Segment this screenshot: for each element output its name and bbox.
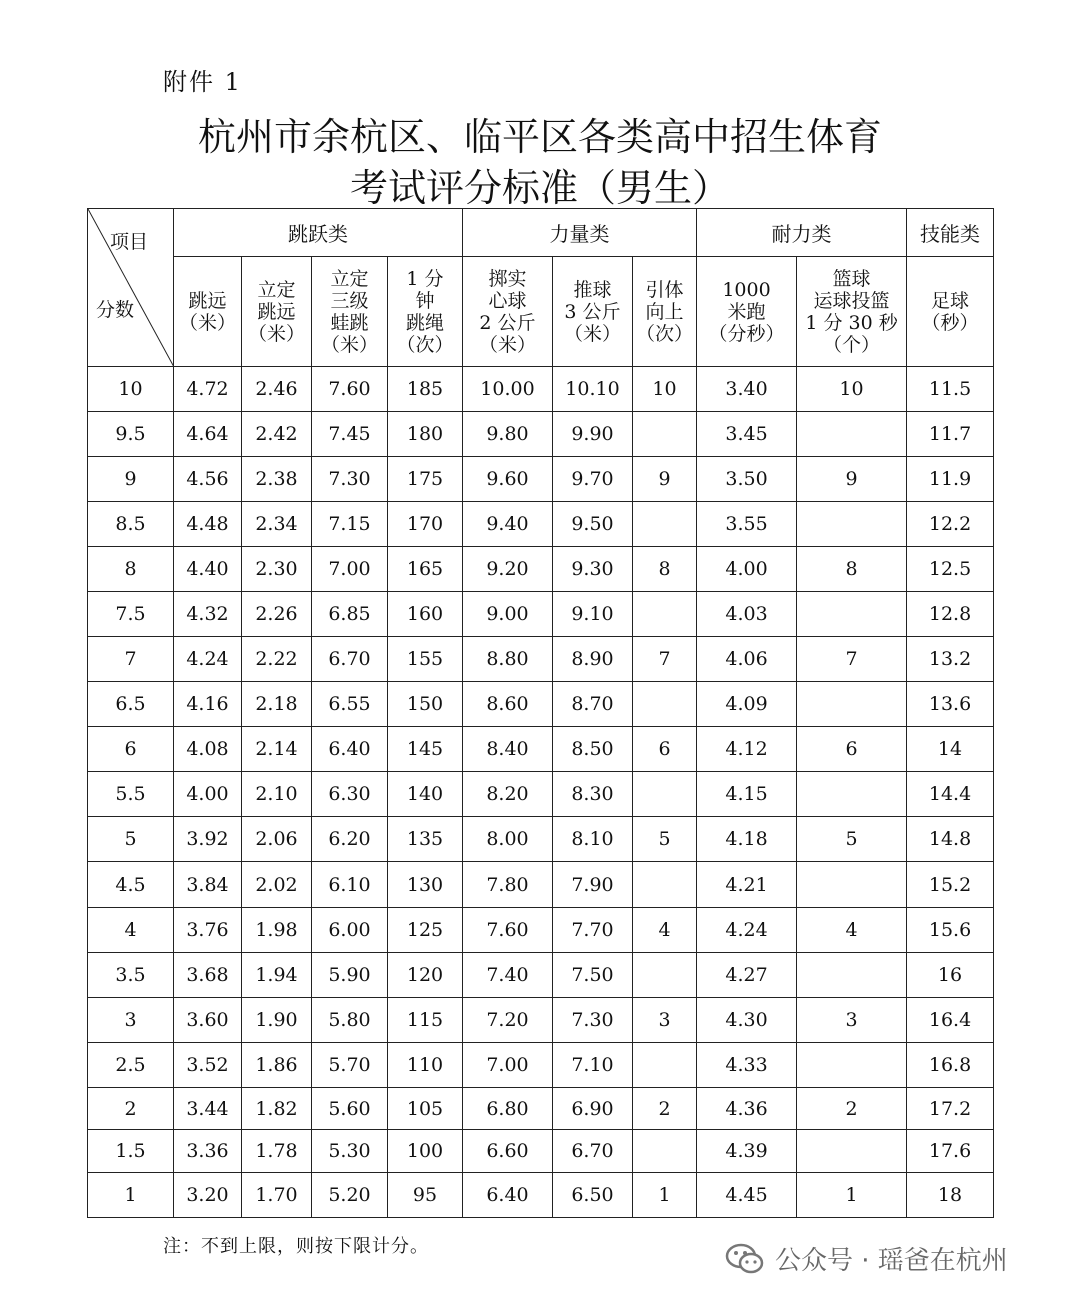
value-cell: 2.14 xyxy=(242,727,312,772)
value-cell: 3.60 xyxy=(174,998,242,1043)
score-cell: 9.5 xyxy=(88,412,174,457)
score-cell: 6 xyxy=(88,727,174,772)
column-header-line: （米） xyxy=(247,322,305,345)
value-cell: 3.55 xyxy=(697,502,797,547)
value-cell: 4.36 xyxy=(697,1088,797,1130)
value-cell: 5.80 xyxy=(312,998,388,1043)
value-cell: 14 xyxy=(907,727,994,772)
value-cell xyxy=(633,772,697,817)
value-cell: 150 xyxy=(388,682,463,727)
value-cell xyxy=(797,592,907,637)
score-cell: 1.5 xyxy=(88,1130,174,1173)
value-cell: 8.20 xyxy=(463,772,553,817)
score-cell: 2 xyxy=(88,1088,174,1130)
value-cell: 110 xyxy=(388,1043,463,1088)
value-cell: 7.60 xyxy=(463,908,553,953)
value-cell: 5 xyxy=(797,817,907,862)
value-cell: 6.20 xyxy=(312,817,388,862)
value-cell: 6.90 xyxy=(553,1088,633,1130)
value-cell: 14.4 xyxy=(907,772,994,817)
column-header-line: 1000 xyxy=(722,278,771,301)
column-header-line: 掷实 xyxy=(488,267,527,290)
column-header-line: 运球投篮 xyxy=(813,289,890,312)
value-cell: 9.80 xyxy=(463,412,553,457)
attachment-label: 附件 1 xyxy=(163,68,242,96)
value-cell: 8.60 xyxy=(463,682,553,727)
value-cell xyxy=(797,1130,907,1173)
value-cell: 175 xyxy=(388,457,463,502)
value-cell: 7.45 xyxy=(312,412,388,457)
score-cell: 3.5 xyxy=(88,953,174,998)
value-cell: 4 xyxy=(633,908,697,953)
value-cell: 4.15 xyxy=(697,772,797,817)
value-cell: 3.84 xyxy=(174,862,242,908)
value-cell: 2.34 xyxy=(242,502,312,547)
value-cell xyxy=(797,412,907,457)
table-row xyxy=(88,637,994,682)
value-cell: 120 xyxy=(388,953,463,998)
group-header-skill: 技能类 xyxy=(907,209,994,257)
score-cell: 2.5 xyxy=(88,1043,174,1088)
value-cell: 7.60 xyxy=(312,367,388,412)
value-cell: 6.10 xyxy=(312,862,388,908)
score-cell: 1 xyxy=(88,1173,174,1218)
value-cell: 1.70 xyxy=(242,1173,312,1218)
table-row xyxy=(88,547,994,592)
value-cell: 105 xyxy=(388,1088,463,1130)
value-cell: 170 xyxy=(388,502,463,547)
group-header-strength: 力量类 xyxy=(463,209,697,257)
score-cell: 3 xyxy=(88,998,174,1043)
value-cell: 6.70 xyxy=(312,637,388,682)
value-cell: 4.45 xyxy=(697,1173,797,1218)
table-row xyxy=(88,1043,994,1088)
column-header-line: （秒） xyxy=(921,311,979,334)
page-title-line-1: 杭州市余杭区、临平区各类高中招生体育 xyxy=(197,115,882,159)
value-cell: 4.09 xyxy=(697,682,797,727)
value-cell: 7.15 xyxy=(312,502,388,547)
score-cell: 6.5 xyxy=(88,682,174,727)
column-header-line: 三级 xyxy=(330,289,369,312)
value-cell: 2.38 xyxy=(242,457,312,502)
value-cell: 7 xyxy=(797,637,907,682)
value-cell xyxy=(633,502,697,547)
group-header-endurance: 耐力类 xyxy=(697,209,907,257)
value-cell: 5 xyxy=(633,817,697,862)
column-header-line: 蛙跳 xyxy=(330,311,369,334)
value-cell: 140 xyxy=(388,772,463,817)
value-cell: 16 xyxy=(907,953,994,998)
value-cell: 9.50 xyxy=(553,502,633,547)
value-cell: 1.94 xyxy=(242,953,312,998)
value-cell: 2.26 xyxy=(242,592,312,637)
value-cell: 9.00 xyxy=(463,592,553,637)
table-row xyxy=(88,998,994,1043)
value-cell: 1.78 xyxy=(242,1130,312,1173)
value-cell xyxy=(633,862,697,908)
column-header xyxy=(907,257,994,367)
score-cell: 8 xyxy=(88,547,174,592)
value-cell: 17.6 xyxy=(907,1130,994,1173)
value-cell: 7.20 xyxy=(463,998,553,1043)
value-cell: 4.21 xyxy=(697,862,797,908)
value-cell: 3.76 xyxy=(174,908,242,953)
value-cell: 12.5 xyxy=(907,547,994,592)
value-cell: 3.45 xyxy=(697,412,797,457)
value-cell: 6 xyxy=(633,727,697,772)
table-row xyxy=(88,502,994,547)
value-cell xyxy=(797,502,907,547)
value-cell: 3.68 xyxy=(174,953,242,998)
value-cell: 2.30 xyxy=(242,547,312,592)
table-row xyxy=(88,592,994,637)
value-cell: 7.50 xyxy=(553,953,633,998)
value-cell: 15.2 xyxy=(907,862,994,908)
value-cell: 6.40 xyxy=(463,1173,553,1218)
column-header xyxy=(242,257,312,367)
value-cell xyxy=(633,412,697,457)
value-cell: 2.06 xyxy=(242,817,312,862)
column-header xyxy=(174,257,242,367)
value-cell: 10 xyxy=(633,367,697,412)
value-cell: 7.00 xyxy=(312,547,388,592)
scoring-table xyxy=(87,208,994,1218)
column-header-line: 引体 xyxy=(645,278,684,301)
column-header-line: （米） xyxy=(563,322,621,345)
value-cell: 8.70 xyxy=(553,682,633,727)
value-cell: 4.18 xyxy=(697,817,797,862)
value-cell: 6 xyxy=(797,727,907,772)
value-cell: 1 xyxy=(797,1173,907,1218)
column-header xyxy=(312,257,388,367)
column-header-line: 向上 xyxy=(645,300,684,323)
value-cell: 4.30 xyxy=(697,998,797,1043)
value-cell: 8.90 xyxy=(553,637,633,682)
table-row xyxy=(88,1130,994,1173)
column-header-line: 1 分 30 秒 xyxy=(805,311,898,334)
value-cell: 3 xyxy=(633,998,697,1043)
value-cell: 3 xyxy=(797,998,907,1043)
value-cell: 4.64 xyxy=(174,412,242,457)
score-cell: 4 xyxy=(88,908,174,953)
value-cell xyxy=(633,953,697,998)
value-cell: 6.60 xyxy=(463,1130,553,1173)
value-cell: 155 xyxy=(388,637,463,682)
score-cell: 8.5 xyxy=(88,502,174,547)
column-header-line: （米） xyxy=(178,311,236,334)
value-cell: 1.82 xyxy=(242,1088,312,1130)
value-cell: 8.00 xyxy=(463,817,553,862)
value-cell: 9.70 xyxy=(553,457,633,502)
value-cell xyxy=(633,682,697,727)
column-header-line: 1 分 xyxy=(406,267,444,290)
value-cell: 6.70 xyxy=(553,1130,633,1173)
table-row xyxy=(88,908,994,953)
value-cell: 9.20 xyxy=(463,547,553,592)
value-cell: 11.9 xyxy=(907,457,994,502)
value-cell: 16.8 xyxy=(907,1043,994,1088)
value-cell: 3.50 xyxy=(697,457,797,502)
value-cell: 3.92 xyxy=(174,817,242,862)
value-cell xyxy=(797,772,907,817)
value-cell: 4.24 xyxy=(697,908,797,953)
value-cell: 12.8 xyxy=(907,592,994,637)
value-cell: 9.40 xyxy=(463,502,553,547)
value-cell: 8.50 xyxy=(553,727,633,772)
table-row xyxy=(88,682,994,727)
score-cell: 7 xyxy=(88,637,174,682)
value-cell: 3.52 xyxy=(174,1043,242,1088)
value-cell: 3.44 xyxy=(174,1088,242,1130)
value-cell: 9 xyxy=(633,457,697,502)
value-cell: 4 xyxy=(797,908,907,953)
column-header-line: 立定 xyxy=(257,278,296,301)
value-cell: 4.56 xyxy=(174,457,242,502)
value-cell: 4.12 xyxy=(697,727,797,772)
score-cell: 7.5 xyxy=(88,592,174,637)
value-cell: 8.10 xyxy=(553,817,633,862)
value-cell: 2.42 xyxy=(242,412,312,457)
value-cell: 1.98 xyxy=(242,908,312,953)
value-cell: 4.32 xyxy=(174,592,242,637)
page-title-line-2: 考试评分标准（男生） xyxy=(349,166,730,210)
value-cell: 2 xyxy=(797,1088,907,1130)
corner-label-score: 分数 xyxy=(96,299,135,321)
value-cell: 10.10 xyxy=(553,367,633,412)
value-cell: 2 xyxy=(633,1088,697,1130)
value-cell: 6.30 xyxy=(312,772,388,817)
value-cell: 13.2 xyxy=(907,637,994,682)
value-cell: 130 xyxy=(388,862,463,908)
value-cell: 6.50 xyxy=(553,1173,633,1218)
column-header-line: 立定 xyxy=(330,267,369,290)
value-cell: 6.40 xyxy=(312,727,388,772)
watermark-text: 公众号 · 瑶爸在杭州 xyxy=(775,1246,1008,1276)
value-cell: 125 xyxy=(388,908,463,953)
value-cell: 13.6 xyxy=(907,682,994,727)
value-cell: 4.40 xyxy=(174,547,242,592)
value-cell: 8.30 xyxy=(553,772,633,817)
value-cell: 8 xyxy=(633,547,697,592)
value-cell: 5.20 xyxy=(312,1173,388,1218)
wechat-icon xyxy=(725,1241,765,1277)
value-cell: 10.00 xyxy=(463,367,553,412)
table-body xyxy=(88,367,994,1218)
value-cell: 135 xyxy=(388,817,463,862)
column-header xyxy=(697,257,797,367)
table-row xyxy=(88,862,994,908)
value-cell: 145 xyxy=(388,727,463,772)
value-cell: 7.30 xyxy=(312,457,388,502)
score-cell: 5.5 xyxy=(88,772,174,817)
column-header-line: 足球 xyxy=(931,289,970,312)
value-cell: 9.30 xyxy=(553,547,633,592)
value-cell: 7.90 xyxy=(553,862,633,908)
value-cell: 18 xyxy=(907,1173,994,1218)
score-cell: 9 xyxy=(88,457,174,502)
value-cell: 7.30 xyxy=(553,998,633,1043)
value-cell: 5.90 xyxy=(312,953,388,998)
corner-header xyxy=(88,209,174,367)
value-cell: 4.27 xyxy=(697,953,797,998)
value-cell: 1.86 xyxy=(242,1043,312,1088)
column-header-line: （米） xyxy=(320,333,378,356)
value-cell: 4.03 xyxy=(697,592,797,637)
column-header xyxy=(463,257,553,367)
table-row xyxy=(88,953,994,998)
value-cell: 9.60 xyxy=(463,457,553,502)
table-row xyxy=(88,772,994,817)
value-cell xyxy=(797,953,907,998)
value-cell: 9 xyxy=(797,457,907,502)
column-header-line: （米） xyxy=(478,333,536,356)
value-cell: 17.2 xyxy=(907,1088,994,1130)
value-cell: 7.10 xyxy=(553,1043,633,1088)
score-cell: 5 xyxy=(88,817,174,862)
column-header-line: （分秒） xyxy=(708,322,785,345)
value-cell: 160 xyxy=(388,592,463,637)
table-row xyxy=(88,817,994,862)
column-header xyxy=(388,257,463,367)
value-cell: 95 xyxy=(388,1173,463,1218)
value-cell: 185 xyxy=(388,367,463,412)
value-cell: 165 xyxy=(388,547,463,592)
value-cell: 5.30 xyxy=(312,1130,388,1173)
value-cell: 11.5 xyxy=(907,367,994,412)
column-header-line: 篮球 xyxy=(832,267,871,290)
table-row xyxy=(88,727,994,772)
value-cell: 2.10 xyxy=(242,772,312,817)
column-header-row xyxy=(88,257,994,367)
column-header-line: 跳绳 xyxy=(405,311,444,334)
value-cell: 8.40 xyxy=(463,727,553,772)
value-cell xyxy=(797,1043,907,1088)
value-cell: 12.2 xyxy=(907,502,994,547)
column-header xyxy=(553,257,633,367)
column-header-line: 钟 xyxy=(415,289,435,312)
value-cell: 4.00 xyxy=(174,772,242,817)
value-cell: 8 xyxy=(797,547,907,592)
value-cell: 2.02 xyxy=(242,862,312,908)
column-header-line: （次） xyxy=(396,333,454,356)
column-header-line: 3 公斤 xyxy=(564,300,621,323)
value-cell: 3.36 xyxy=(174,1130,242,1173)
value-cell: 4.16 xyxy=(174,682,242,727)
value-cell: 4.39 xyxy=(697,1130,797,1173)
value-cell: 5.70 xyxy=(312,1043,388,1088)
score-cell: 4.5 xyxy=(88,862,174,908)
value-cell: 100 xyxy=(388,1130,463,1173)
value-cell: 1 xyxy=(633,1173,697,1218)
group-header-jump: 跳跃类 xyxy=(174,209,463,257)
value-cell: 2.18 xyxy=(242,682,312,727)
value-cell: 6.80 xyxy=(463,1088,553,1130)
value-cell: 4.33 xyxy=(697,1043,797,1088)
value-cell: 2.22 xyxy=(242,637,312,682)
column-header-line: 心球 xyxy=(488,289,527,312)
watermark xyxy=(725,1240,1008,1277)
value-cell: 4.48 xyxy=(174,502,242,547)
table-row xyxy=(88,457,994,502)
column-header-line: 推球 xyxy=(573,278,612,301)
value-cell: 4.06 xyxy=(697,637,797,682)
column-header-line: 2 公斤 xyxy=(479,311,536,334)
footnote: 注：不到上限，则按下限计分。 xyxy=(163,1236,429,1257)
value-cell: 6.85 xyxy=(312,592,388,637)
value-cell: 7.00 xyxy=(463,1043,553,1088)
value-cell xyxy=(633,592,697,637)
table-row xyxy=(88,412,994,457)
value-cell xyxy=(797,682,907,727)
value-cell: 9.90 xyxy=(553,412,633,457)
value-cell: 11.7 xyxy=(907,412,994,457)
column-header xyxy=(633,257,697,367)
table-row xyxy=(88,1173,994,1218)
value-cell: 4.24 xyxy=(174,637,242,682)
value-cell: 6.00 xyxy=(312,908,388,953)
value-cell: 115 xyxy=(388,998,463,1043)
value-cell: 4.08 xyxy=(174,727,242,772)
value-cell: 4.72 xyxy=(174,367,242,412)
corner-label-item: 项目 xyxy=(110,231,149,253)
value-cell: 8.80 xyxy=(463,637,553,682)
value-cell: 7.70 xyxy=(553,908,633,953)
value-cell: 1.90 xyxy=(242,998,312,1043)
column-header xyxy=(797,257,907,367)
value-cell: 15.6 xyxy=(907,908,994,953)
value-cell: 3.20 xyxy=(174,1173,242,1218)
value-cell: 14.8 xyxy=(907,817,994,862)
value-cell xyxy=(633,1130,697,1173)
score-cell: 10 xyxy=(88,367,174,412)
value-cell xyxy=(797,862,907,908)
value-cell: 7.80 xyxy=(463,862,553,908)
value-cell: 7 xyxy=(633,637,697,682)
value-cell: 16.4 xyxy=(907,998,994,1043)
column-header-line: 跳远 xyxy=(188,289,227,312)
value-cell: 10 xyxy=(797,367,907,412)
value-cell: 2.46 xyxy=(242,367,312,412)
value-cell xyxy=(633,1043,697,1088)
column-header-line: 米跑 xyxy=(727,300,766,323)
value-cell: 7.40 xyxy=(463,953,553,998)
value-cell: 6.55 xyxy=(312,682,388,727)
column-header-line: （次） xyxy=(636,322,694,345)
value-cell: 5.60 xyxy=(312,1088,388,1130)
table-row xyxy=(88,1088,994,1130)
value-cell: 180 xyxy=(388,412,463,457)
value-cell: 4.00 xyxy=(697,547,797,592)
value-cell: 9.10 xyxy=(553,592,633,637)
table-row xyxy=(88,367,994,412)
value-cell: 3.40 xyxy=(697,367,797,412)
column-header-line: （个） xyxy=(823,333,881,356)
column-header-line: 跳远 xyxy=(257,300,296,323)
